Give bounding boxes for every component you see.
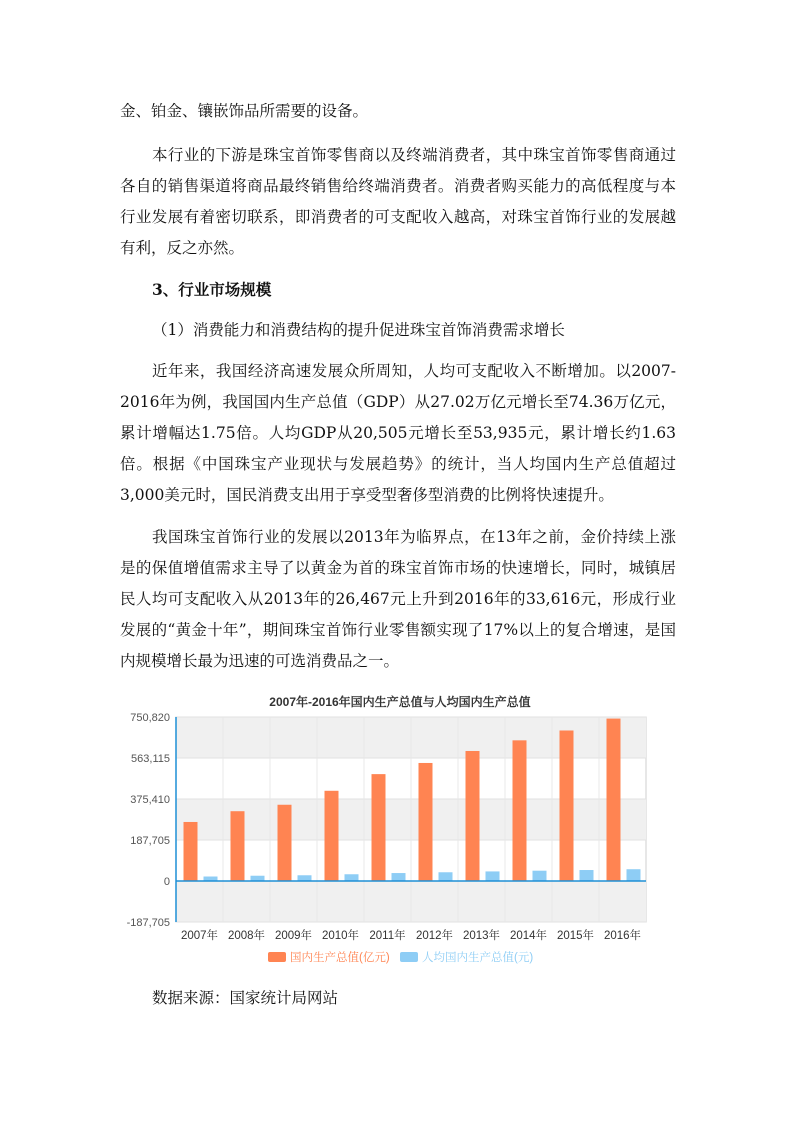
y-tick-label: 0: [163, 876, 170, 888]
x-tick-label: 2007年: [180, 930, 219, 942]
per-capita-gdp-bar: [486, 871, 500, 881]
y-tick-label: 750,820: [130, 712, 170, 724]
gdp-chart: [112, 690, 660, 975]
x-tick-label: 2012年: [415, 930, 454, 942]
gdp-bar: [513, 740, 527, 881]
x-tick-label: 2010年: [321, 930, 360, 942]
x-tick-label: 2009年: [274, 930, 313, 942]
gdp-bar: [325, 791, 339, 881]
legend-label-gdp: 国内生产总值(亿元): [290, 952, 390, 964]
per-capita-gdp-bar: [533, 871, 547, 881]
x-tick-label: 2013年: [462, 930, 501, 942]
paragraph-1: 本行业的下游是珠宝首饰零售商以及终端消费者，其中珠宝首饰零售商通过各自的销售渠道将商品最终销售给终端消费者。消费者购买能力的高低程度与本行业发展有着密切联系，即消费者的可支配收入越高，对珠宝首饰行业的发展越有利，反之亦然。: [120, 146, 676, 257]
legend-swatch-gdp: [268, 952, 286, 962]
per-capita-gdp-bar: [345, 874, 359, 881]
x-tick-label: 2016年: [603, 930, 642, 942]
gdp-bar: [607, 719, 621, 881]
data-source: 数据来源：国家统计局网站: [152, 989, 339, 1007]
per-capita-gdp-bar: [298, 875, 312, 881]
paragraph-3: 我国珠宝首饰行业的发展以2013年为临界点，在13年之前，金价持续上涨是的保值增值需求主导了以黄金为首的珠宝首饰市场的快速增长，同时，城镇居民人均可支配收入从2013年的26,467元上升到2016年的33,616元，形成行业发展的“黄金十年”，期间珠宝首饰行业零售额实现了17%以上的复合增速，是国内规模增长最为迅速的可选消费品之一。: [120, 528, 676, 670]
per-capita-gdp-bar: [251, 876, 265, 881]
gdp-bar: [278, 805, 292, 881]
per-capita-gdp-bar: [439, 872, 453, 881]
gdp-bar: [184, 822, 198, 881]
section-heading: 3、行业市场规模: [152, 280, 272, 299]
gdp-bar: [419, 763, 433, 881]
gdp-bar: [372, 774, 386, 881]
per-capita-gdp-bar: [627, 869, 641, 881]
x-tick-label: 2015年: [556, 930, 595, 942]
chart-title: 2007年-2016年国内生产总值与人均国内生产总值: [269, 695, 531, 709]
gdp-bar: [231, 811, 245, 881]
y-tick-label: 187,705: [130, 835, 170, 847]
y-tick-label: -187,705: [126, 917, 170, 929]
paragraph-0: 金、铂金、镶嵌饰品所需要的设备。: [120, 102, 369, 120]
gdp-bar: [466, 751, 480, 881]
per-capita-gdp-bar: [580, 870, 594, 881]
x-tick-label: 2008年: [227, 930, 266, 942]
y-tick-label: 375,410: [130, 794, 170, 806]
gdp-chart-svg: [112, 690, 660, 975]
gdp-bar: [560, 730, 574, 881]
legend-swatch-per-capita: [400, 952, 418, 962]
subsection-heading: （1）消费能力和消费结构的提升促进珠宝首饰消费需求增长: [152, 321, 565, 339]
x-tick-label: 2014年: [509, 930, 548, 942]
y-tick-label: 563,115: [131, 753, 170, 765]
paragraph-2: 近年来，我国经济高速发展众所周知，人均可支配收入不断增加。以2007-2016年为例，我国国内生产总值（GDP）从27.02万亿元增长至74.36万亿元，累计增幅达1.75倍。人均GDP从20,505元增长至53,935元，累计增长约1.63倍。根据《中国珠宝产业现状与发展趋势》的统计，当人均国内生产总值超过3,000美元时，国民消费支出用于享受型奢侈型消费的比例将快速提升。: [120, 362, 676, 504]
legend-label-per-capita: 人均国内生产总值(元): [422, 952, 534, 964]
per-capita-gdp-bar: [392, 873, 406, 881]
x-tick-label: 2011年: [369, 930, 406, 942]
